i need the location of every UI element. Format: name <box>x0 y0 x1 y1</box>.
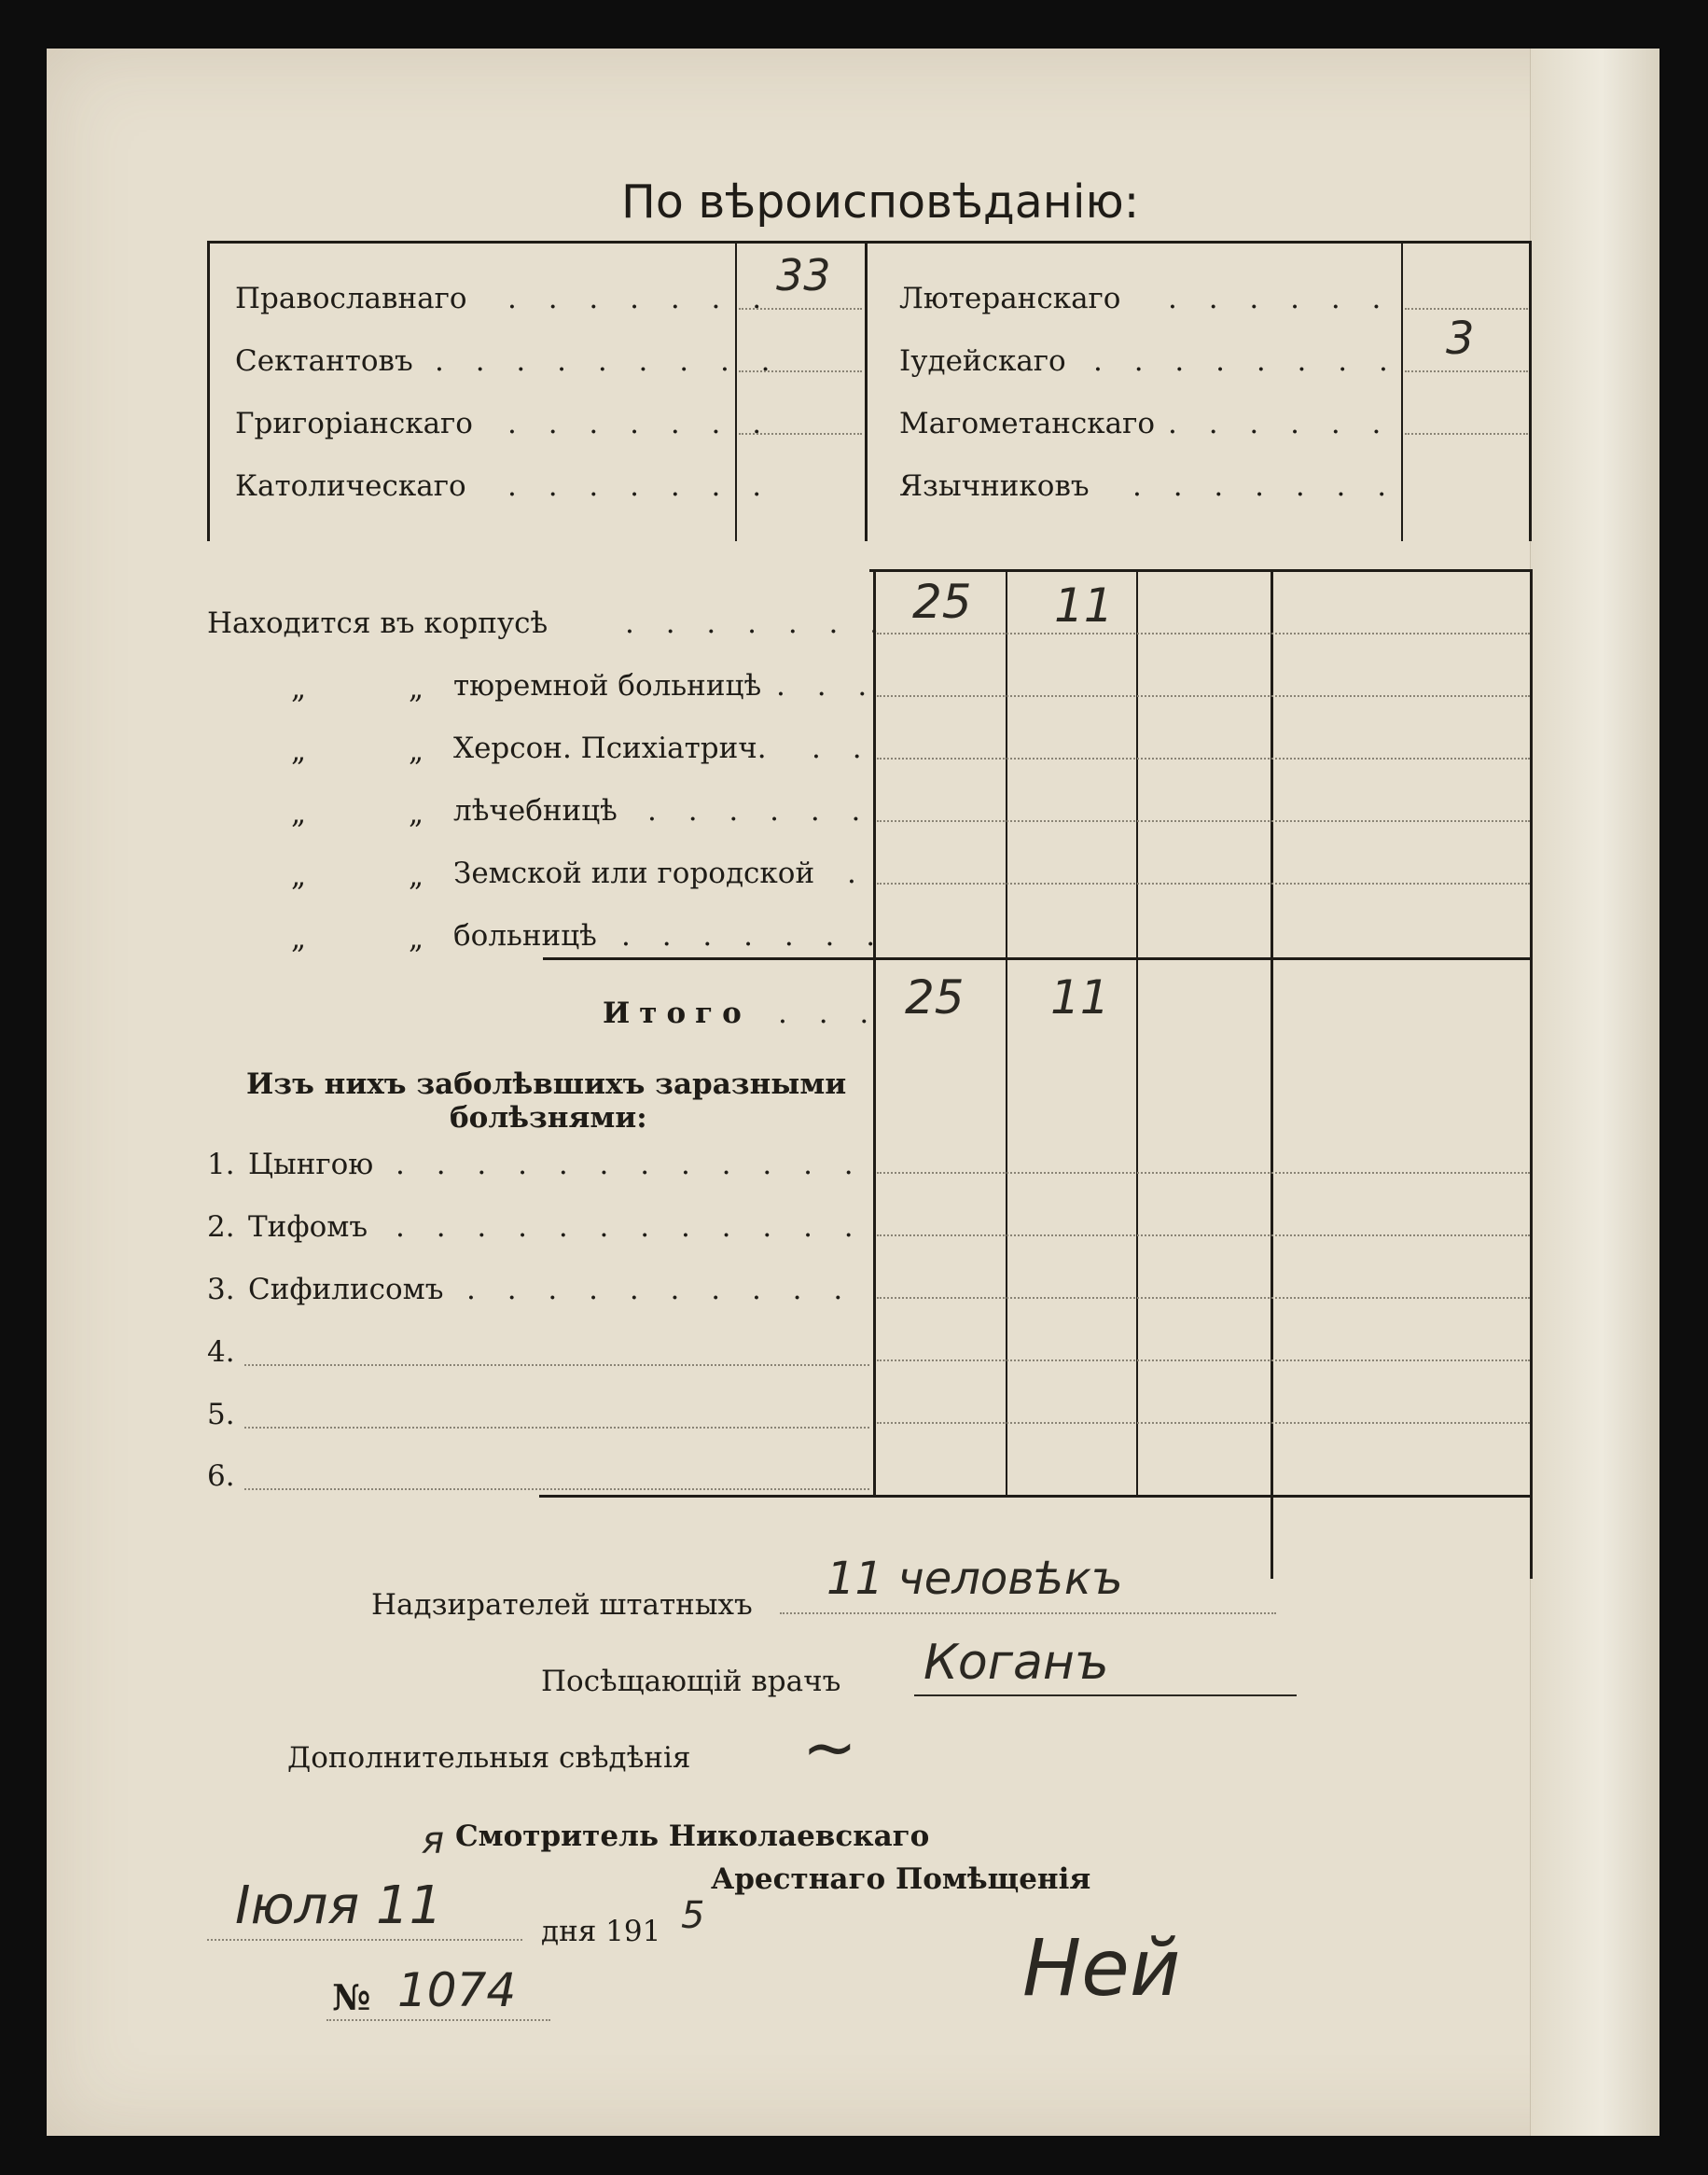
disease-blank-line <box>244 1488 869 1490</box>
ditto-mark: „ <box>409 859 424 893</box>
total-value-col2: 11 <box>1050 970 1110 1025</box>
religion-value-dotted-line <box>1405 370 1528 372</box>
disease-dots: . . . . . . . . . . . . <box>396 1210 865 1244</box>
religion-dots: . . . . . . <box>1168 282 1393 315</box>
religion-label: Православнаго <box>235 282 467 315</box>
date-label: дня 191 <box>541 1915 661 1948</box>
extra-info-value: ~ <box>802 1709 857 1786</box>
grid-dotted-line <box>877 1359 1530 1361</box>
religion-dots: . . . . . . . <box>507 407 773 440</box>
grid-dotted-line <box>877 1172 1530 1174</box>
number-value: 1074 <box>397 1963 517 2017</box>
ditto-mark: „ <box>291 859 307 893</box>
disease-label: Сифилисомъ <box>248 1273 444 1306</box>
location-dots: . . . . . . <box>647 794 872 828</box>
diseases-heading-line2: болѣзнями: <box>450 1101 647 1135</box>
location-dots: . . . <box>776 669 879 703</box>
religion-label: Григоріанскаго <box>235 407 473 440</box>
religion-table-right-rule <box>1529 243 1532 541</box>
disease-blank-line <box>244 1364 869 1366</box>
wardens-value: 11 человѣкъ <box>826 1553 1123 1605</box>
ditto-mark: „ <box>409 672 424 705</box>
location-col-rule-2 <box>1006 569 1007 1495</box>
religion-label: Іудейскаго <box>899 344 1066 378</box>
religion-dots: . . . . . . . <box>507 469 773 503</box>
disease-label: Цынгою <box>248 1148 374 1181</box>
location-value-col2: 11 <box>1054 579 1114 633</box>
location-col-rule-5 <box>1530 569 1533 1579</box>
total-dots: . . . <box>778 997 881 1030</box>
religion-dots: . . . . . . . . . <box>435 344 782 378</box>
location-label: Херсон. Психіатрич. <box>453 732 767 765</box>
overseer-line2: Арестнаго Помѣщенія <box>711 1862 1091 1896</box>
location-value-col1: 25 <box>912 575 972 629</box>
ditto-mark: „ <box>409 922 424 955</box>
location-dots: . . . . . . . <box>625 606 891 640</box>
disease-dots: . . . . . . . . . . <box>466 1273 854 1306</box>
bottom-rule <box>539 1495 1532 1498</box>
paper-edge <box>1530 49 1659 2136</box>
religion-value-dotted-line <box>739 370 862 372</box>
religion-dots: . . . . . . . <box>507 282 773 315</box>
disease-number: 3. <box>207 1273 235 1306</box>
date-handwritten: Іюля 11 <box>235 1875 443 1936</box>
location-dots: . . <box>812 732 873 765</box>
location-label: больницѣ <box>453 919 597 953</box>
grid-dotted-line <box>877 1297 1530 1299</box>
signature: Ней <box>1022 1922 1181 2014</box>
location-dots: . <box>847 857 868 890</box>
disease-number: 6. <box>207 1459 235 1493</box>
extra-info-label: Дополнительныя свѣдѣнія <box>287 1741 691 1775</box>
location-col-rule-4 <box>1271 569 1273 1579</box>
grid-dotted-line <box>877 758 1530 760</box>
wardens-dotted-line <box>780 1612 1276 1614</box>
religion-dots: . . . . . . . . <box>1093 344 1399 378</box>
ditto-mark: „ <box>291 734 307 768</box>
grid-dotted-line <box>877 633 1530 634</box>
religion-col-divider-3 <box>1401 243 1403 541</box>
religion-dots: . . . . . . <box>1168 407 1393 440</box>
religion-label: Сектантовъ <box>235 344 413 378</box>
number-label: № <box>332 1976 371 2018</box>
grid-dotted-line <box>877 695 1530 697</box>
location-label: лѣчебницѣ <box>453 794 618 828</box>
ditto-mark: „ <box>291 922 307 955</box>
ditto-mark: „ <box>291 797 307 830</box>
location-table-top-rule <box>869 569 1532 572</box>
location-label: Земской или городской <box>453 857 815 890</box>
wardens-label: Надзирателей штатныхъ <box>371 1588 753 1622</box>
disease-number: 4. <box>207 1335 235 1369</box>
location-col-rule-1 <box>873 569 876 1495</box>
total-label: Итого <box>603 997 751 1030</box>
diseases-heading-line1: Изъ нихъ заболѣвшихъ заразными <box>246 1067 847 1101</box>
total-value-col1: 25 <box>905 970 965 1025</box>
grid-dotted-line <box>877 1422 1530 1424</box>
grid-dotted-line <box>877 1234 1530 1236</box>
disease-number: 2. <box>207 1210 235 1244</box>
ditto-mark: „ <box>409 797 424 830</box>
year-digit: 5 <box>681 1894 705 1937</box>
grid-dotted-line <box>877 883 1530 885</box>
religion-label: Магометанскаго <box>899 407 1156 440</box>
religion-value: 3 <box>1446 313 1475 365</box>
subtotal-rule <box>543 957 1532 960</box>
religion-dots: . . . . . . . <box>1132 469 1398 503</box>
religion-value: 33 <box>776 250 831 300</box>
religion-value-dotted-line <box>1405 433 1528 435</box>
doctor-label: Посѣщающій врачъ <box>541 1665 841 1698</box>
date-dotted-line <box>207 1939 522 1941</box>
religion-value-dotted-line <box>739 308 862 310</box>
doctor-value: Коганъ <box>923 1635 1109 1691</box>
religion-table-left-rule <box>207 243 210 541</box>
religion-label: Лютеранскаго <box>899 282 1121 315</box>
disease-label: Тифомъ <box>248 1210 368 1244</box>
religion-table-top-rule <box>207 241 1532 244</box>
religion-col-divider-2 <box>865 243 868 541</box>
location-col-rule-3 <box>1136 569 1138 1495</box>
overseer-handwritten-prefix: я <box>422 1819 445 1862</box>
religion-value-dotted-line <box>739 433 862 435</box>
disease-blank-line <box>244 1427 869 1429</box>
doctor-underline <box>914 1694 1297 1696</box>
number-dotted-line <box>326 2019 550 2021</box>
ditto-mark: „ <box>409 734 424 768</box>
overseer-line1: Смотритель Николаевскаго <box>455 1819 930 1853</box>
location-label: Находится въ корпусѣ <box>207 606 549 640</box>
location-dots: . . . . . . . <box>621 919 887 953</box>
location-label: тюремной больницѣ <box>453 669 762 703</box>
religion-value-dotted-line <box>1405 308 1528 310</box>
disease-number: 1. <box>207 1148 235 1181</box>
ditto-mark: „ <box>291 672 307 705</box>
grid-dotted-line <box>877 820 1530 822</box>
disease-dots: . . . . . . . . . . . . <box>396 1148 865 1181</box>
disease-number: 5. <box>207 1398 235 1431</box>
page-title: По вѣроисповѣданію: <box>621 175 1140 229</box>
religion-label: Католическаго <box>235 469 466 503</box>
religion-label: Язычниковъ <box>899 469 1090 503</box>
